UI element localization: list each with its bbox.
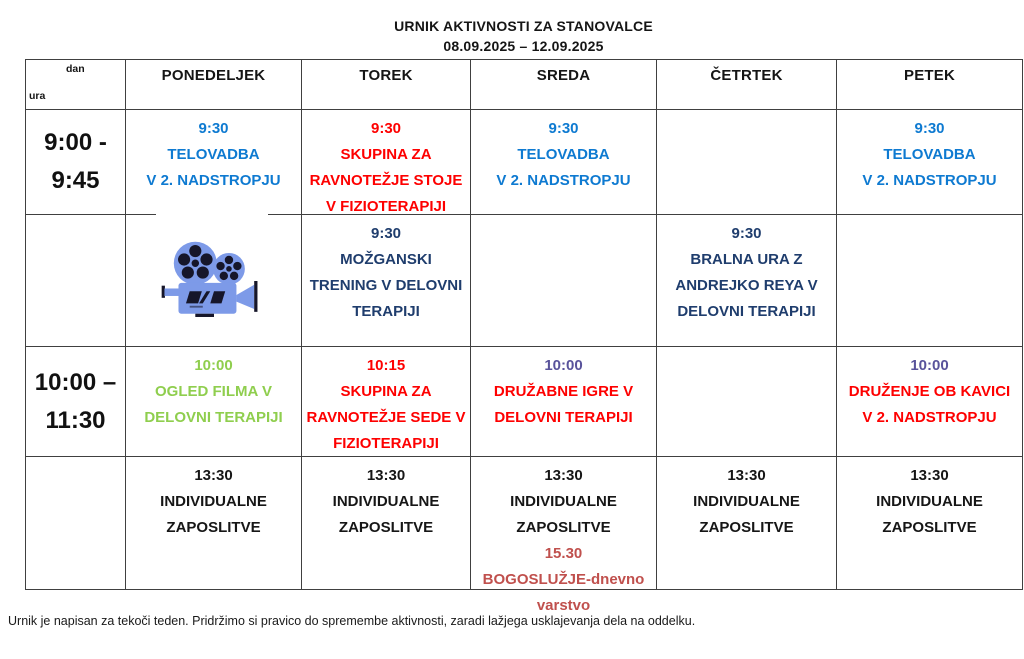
- cell-line: TERAPIJI: [352, 303, 420, 320]
- corner-label-dan: dan: [66, 63, 85, 75]
- schedule-cell: [837, 215, 1023, 347]
- schedule-cell: [126, 457, 302, 590]
- cell-line: RAVNOTEŽJE SEDE V: [306, 409, 466, 426]
- cell-line: 9:30: [914, 120, 945, 137]
- cell-line: 15.30: [544, 545, 583, 562]
- cell-line: RAVNOTEŽJE STOJE: [309, 172, 463, 189]
- film-projector-icon: [156, 238, 272, 324]
- cell-line: OGLED FILMA V: [155, 383, 272, 400]
- schedule-cell: [837, 110, 1023, 215]
- page-title: URNIK AKTIVNOSTI ZA STANOVALCE: [394, 18, 653, 34]
- schedule-cell: [126, 347, 302, 457]
- cell-line: V FIZIOTERAPIJI: [325, 198, 446, 215]
- cell-line: DELOVNI TERAPIJI: [494, 409, 633, 426]
- schedule-cell: [657, 347, 837, 457]
- schedule-cell: [302, 457, 471, 590]
- day-header-četrtek: [657, 60, 837, 110]
- day-header-label: TOREK: [359, 67, 413, 84]
- cell-line: DELOVNI TERAPIJI: [144, 409, 283, 426]
- schedule-cell: [471, 457, 657, 614]
- time-cell-2: [26, 347, 126, 457]
- cell-line: BOGOSLUŽJE-dnevno: [482, 571, 645, 588]
- cell-line: V 2. NADSTROPJU: [146, 172, 281, 189]
- day-header-ponedeljek: [126, 60, 302, 110]
- document-header: [25, 0, 1022, 56]
- cell-line: 13:30: [366, 467, 406, 484]
- schedule-cell: [471, 215, 657, 347]
- cell-line: V 2. NADSTROPJU: [862, 172, 997, 189]
- schedule-cell: [126, 110, 302, 215]
- day-header-petek: [837, 60, 1023, 110]
- cell-line: SKUPINA ZA: [340, 146, 432, 163]
- schedule-cell: [837, 347, 1023, 457]
- cell-line: MOŽGANSKI: [340, 251, 432, 268]
- cell-line: ZAPOSLITVE: [699, 519, 794, 536]
- cell-line: TRENING V DELOVNI: [309, 277, 463, 294]
- cell-line: INDIVIDUALNE: [332, 493, 440, 510]
- cell-line: INDIVIDUALNE: [693, 493, 800, 510]
- cell-line: 9:30: [198, 120, 229, 137]
- cell-line: INDIVIDUALNE: [160, 493, 267, 510]
- schedule-cell: [837, 457, 1023, 590]
- schedule-cell: [471, 110, 657, 215]
- cell-line: 13:30: [910, 467, 949, 484]
- cell-line: ZAPOSLITVE: [882, 519, 977, 536]
- cell-line: DELOVNI TERAPIJI: [677, 303, 816, 320]
- cell-line: TELOVADBA: [517, 146, 610, 163]
- corner-label-ura: ura: [29, 90, 46, 102]
- cell-line: DRUŽENJE OB KAVICI: [848, 383, 1011, 400]
- cell-line: 10:00: [544, 357, 583, 374]
- cell-line: FIZIOTERAPIJI: [333, 435, 439, 452]
- schedule-cell: [302, 347, 471, 457]
- cell-line: TELOVADBA: [883, 146, 976, 163]
- day-header-label: PONEDELJEK: [161, 67, 266, 84]
- time-label: 10:00 –: [34, 368, 117, 396]
- time-label: 11:30: [45, 406, 106, 434]
- page-subtitle: 08.09.2025 – 12.09.2025: [443, 38, 604, 54]
- cell-line: INDIVIDUALNE: [510, 493, 617, 510]
- cell-line: 9:30: [370, 120, 402, 137]
- schedule-cell: [657, 457, 837, 590]
- schedule-cell: [657, 215, 837, 347]
- cell-line: ZAPOSLITVE: [516, 519, 611, 536]
- schedule-cell: [126, 215, 302, 347]
- cell-line: 13:30: [194, 467, 233, 484]
- cell-line: 9:30: [731, 225, 762, 242]
- footer-note: Urnik je napisan za tekoči teden. Pridržimo si pravico do spremembe aktivnosti, zaradi lažjega usklajevanja dela na oddelku.: [8, 614, 696, 628]
- cell-line: 10:00: [910, 357, 949, 374]
- cell-line: 13:30: [727, 467, 766, 484]
- schedule-cell: [657, 110, 837, 215]
- cell-line: V 2. NADSTROPJU: [862, 409, 997, 426]
- time-cell-0: [26, 110, 126, 215]
- schedule-cell: [471, 347, 657, 457]
- cell-line: ANDREJKO REYA V: [675, 277, 818, 294]
- time-cell-1: [26, 215, 126, 347]
- cell-line: 9:30: [370, 225, 402, 242]
- day-header-label: SREDA: [536, 67, 591, 84]
- day-header-torek: [302, 60, 471, 110]
- cell-line: V 2. NADSTROPJU: [496, 172, 631, 189]
- cell-line: DRUŽABNE IGRE V: [493, 383, 634, 400]
- cell-line: 10:00: [194, 357, 233, 374]
- cell-line: SKUPINA ZA: [340, 383, 432, 400]
- cell-line: BRALNA URA Z: [690, 251, 803, 268]
- schedule-table: [25, 59, 1023, 614]
- day-header-sreda: [471, 60, 657, 110]
- cell-line: 10:15: [366, 357, 406, 374]
- day-header-label: PETEK: [903, 67, 955, 84]
- schedule-cell: [302, 110, 471, 215]
- cell-line: TELOVADBA: [167, 146, 260, 163]
- schedule-cell: [302, 215, 471, 347]
- cell-line: INDIVIDUALNE: [876, 493, 983, 510]
- time-cell-3: [26, 457, 126, 590]
- day-header-label: ČETRTEK: [710, 67, 783, 84]
- time-label: 9:45: [51, 167, 100, 194]
- time-label: 9:00 -: [44, 129, 107, 156]
- cell-line: ZAPOSLITVE: [338, 519, 434, 536]
- cell-line: ZAPOSLITVE: [166, 519, 261, 536]
- corner-cell: [26, 60, 126, 110]
- cell-line: varstvo: [536, 597, 591, 614]
- cell-line: 13:30: [544, 467, 583, 484]
- cell-line: 9:30: [548, 120, 579, 137]
